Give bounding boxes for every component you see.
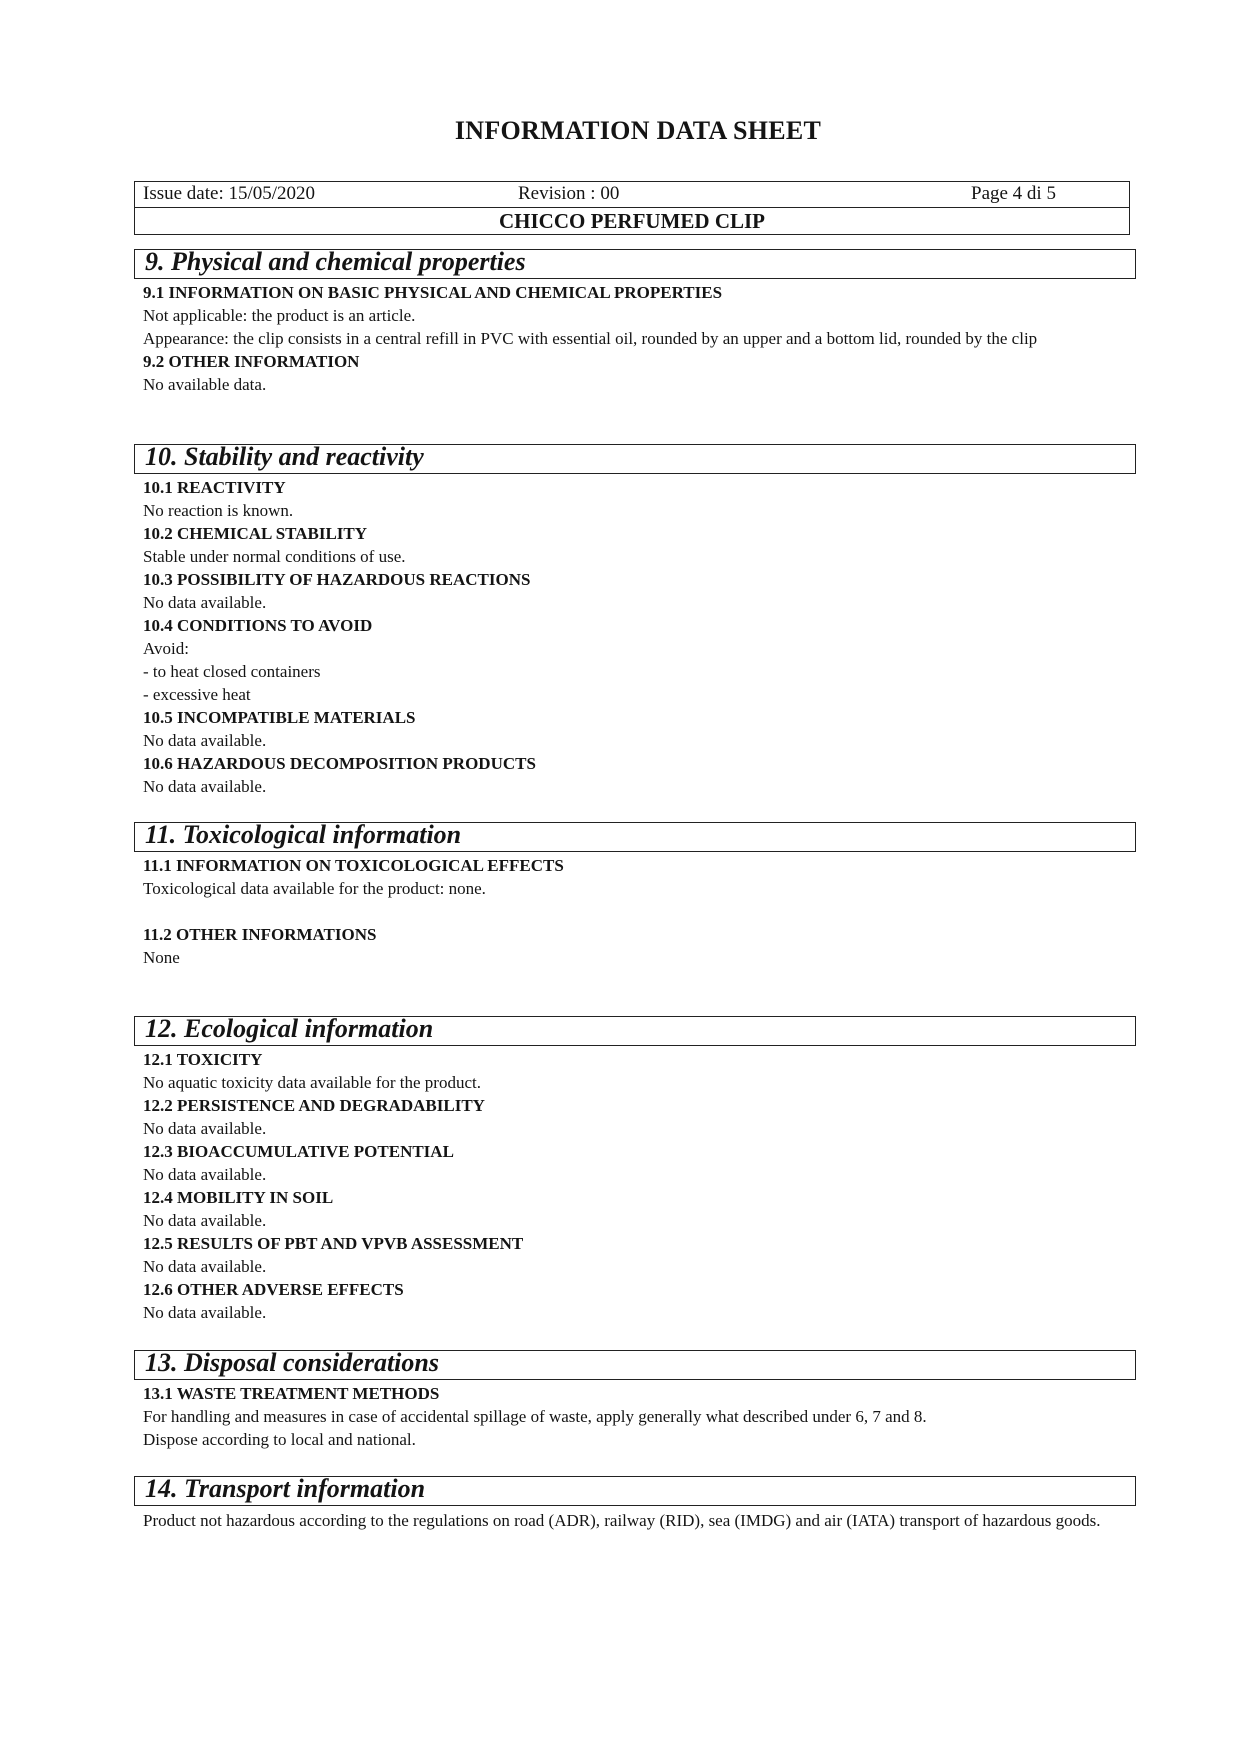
body-text: Appearance: the clip consists in a central refill in PVC with essential oil, rounded by an upper and a bottom lid, rounded by the clip: [143, 329, 1038, 348]
body-text: No data available.: [143, 1257, 267, 1276]
section-9-heading: [134, 249, 1136, 279]
body-text: No reaction is known.: [143, 501, 294, 520]
section-12-content: [143, 1048, 1123, 1324]
revision: Revision : 00: [518, 183, 620, 204]
section-13-heading: [134, 1350, 1136, 1380]
section-11-heading: [134, 822, 1136, 852]
body-text: Not applicable: the product is an article.: [143, 306, 416, 325]
body-text: Toxicological data available for the product: none.: [143, 879, 486, 898]
body-text: No data available.: [143, 777, 267, 796]
section-9-content: [143, 281, 1123, 396]
subsection-heading: 10.4 CONDITIONS TO AVOID: [143, 616, 373, 635]
section-title: 10. Stability and reactivity: [145, 442, 424, 471]
body-text: - to heat closed containers: [143, 662, 321, 681]
body-text: No data available.: [143, 1211, 267, 1230]
section-title: 9. Physical and chemical properties: [145, 247, 526, 276]
body-text: Stable under normal conditions of use.: [143, 547, 406, 566]
section-title: 13. Disposal considerations: [145, 1348, 439, 1377]
subsection-heading: 12.2 PERSISTENCE AND DEGRADABILITY: [143, 1096, 485, 1115]
subsection-heading: 11.2 OTHER INFORMATIONS: [143, 925, 377, 944]
subsection-heading: 9.2 OTHER INFORMATION: [143, 352, 360, 371]
subsection-heading: 13.1 WASTE TREATMENT METHODS: [143, 1384, 440, 1403]
body-text: - excessive heat: [143, 685, 251, 704]
subsection-heading: 12.3 BIOACCUMULATIVE POTENTIAL: [143, 1142, 454, 1161]
body-text: No aquatic toxicity data available for the product.: [143, 1073, 481, 1092]
body-text: Product not hazardous according to the regulations on road (ADR), railway (RID), sea (IMDG) and air (IATA) transport of hazardous goods.: [143, 1511, 1101, 1530]
body-text: No data available.: [143, 1303, 267, 1322]
subsection-heading: 12.1 TOXICITY: [143, 1050, 263, 1069]
section-13-content: [143, 1382, 1123, 1451]
document-header: [134, 181, 1130, 235]
subsection-heading: 9.1 INFORMATION ON BASIC PHYSICAL AND CHEMICAL PROPERTIES: [143, 283, 723, 302]
body-text: None: [143, 948, 180, 967]
header-meta-row: [135, 182, 1129, 208]
subsection-heading: 10.1 REACTIVITY: [143, 478, 286, 497]
section-14-content: [143, 1509, 1123, 1532]
section-10-content: [143, 476, 1123, 798]
body-text: Avoid:: [143, 639, 189, 658]
product-name: CHICCO PERFUMED CLIP: [499, 209, 765, 233]
section-12-heading: [134, 1016, 1136, 1046]
page-number: Page 4 di 5: [971, 183, 1056, 204]
subsection-heading: 10.3 POSSIBILITY OF HAZARDOUS REACTIONS: [143, 570, 531, 589]
body-text: No available data.: [143, 375, 267, 394]
section-10-heading: [134, 444, 1136, 474]
body-text: No data available.: [143, 593, 267, 612]
section-title: 14. Transport information: [145, 1474, 426, 1503]
subsection-heading: 12.4 MOBILITY IN SOIL: [143, 1188, 334, 1207]
body-text: Dispose according to local and national.: [143, 1430, 416, 1449]
document-title: INFORMATION DATA SHEET: [454, 116, 822, 145]
subsection-heading: 10.6 HAZARDOUS DECOMPOSITION PRODUCTS: [143, 754, 536, 773]
section-title: 12. Ecological information: [145, 1014, 434, 1043]
body-text: No data available.: [143, 1119, 267, 1138]
body-text: For handling and measures in case of accidental spillage of waste, apply generally what described under 6, 7 and 8.: [143, 1407, 927, 1426]
subsection-heading: 12.5 RESULTS OF PBT AND VPVB ASSESSMENT: [143, 1234, 524, 1253]
spacer: [143, 900, 1123, 923]
subsection-heading: 12.6 OTHER ADVERSE EFFECTS: [143, 1280, 404, 1299]
body-text: No data available.: [143, 731, 267, 750]
section-11-content: [143, 854, 1123, 969]
subsection-heading: 10.2 CHEMICAL STABILITY: [143, 524, 368, 543]
section-title: 11. Toxicological information: [145, 820, 462, 849]
section-14-heading: [134, 1476, 1136, 1506]
subsection-heading: 10.5 INCOMPATIBLE MATERIALS: [143, 708, 416, 727]
body-text: No data available.: [143, 1165, 267, 1184]
subsection-heading: 11.1 INFORMATION ON TOXICOLOGICAL EFFECTS: [143, 856, 564, 875]
issue-date: Issue date: 15/05/2020: [143, 183, 316, 204]
